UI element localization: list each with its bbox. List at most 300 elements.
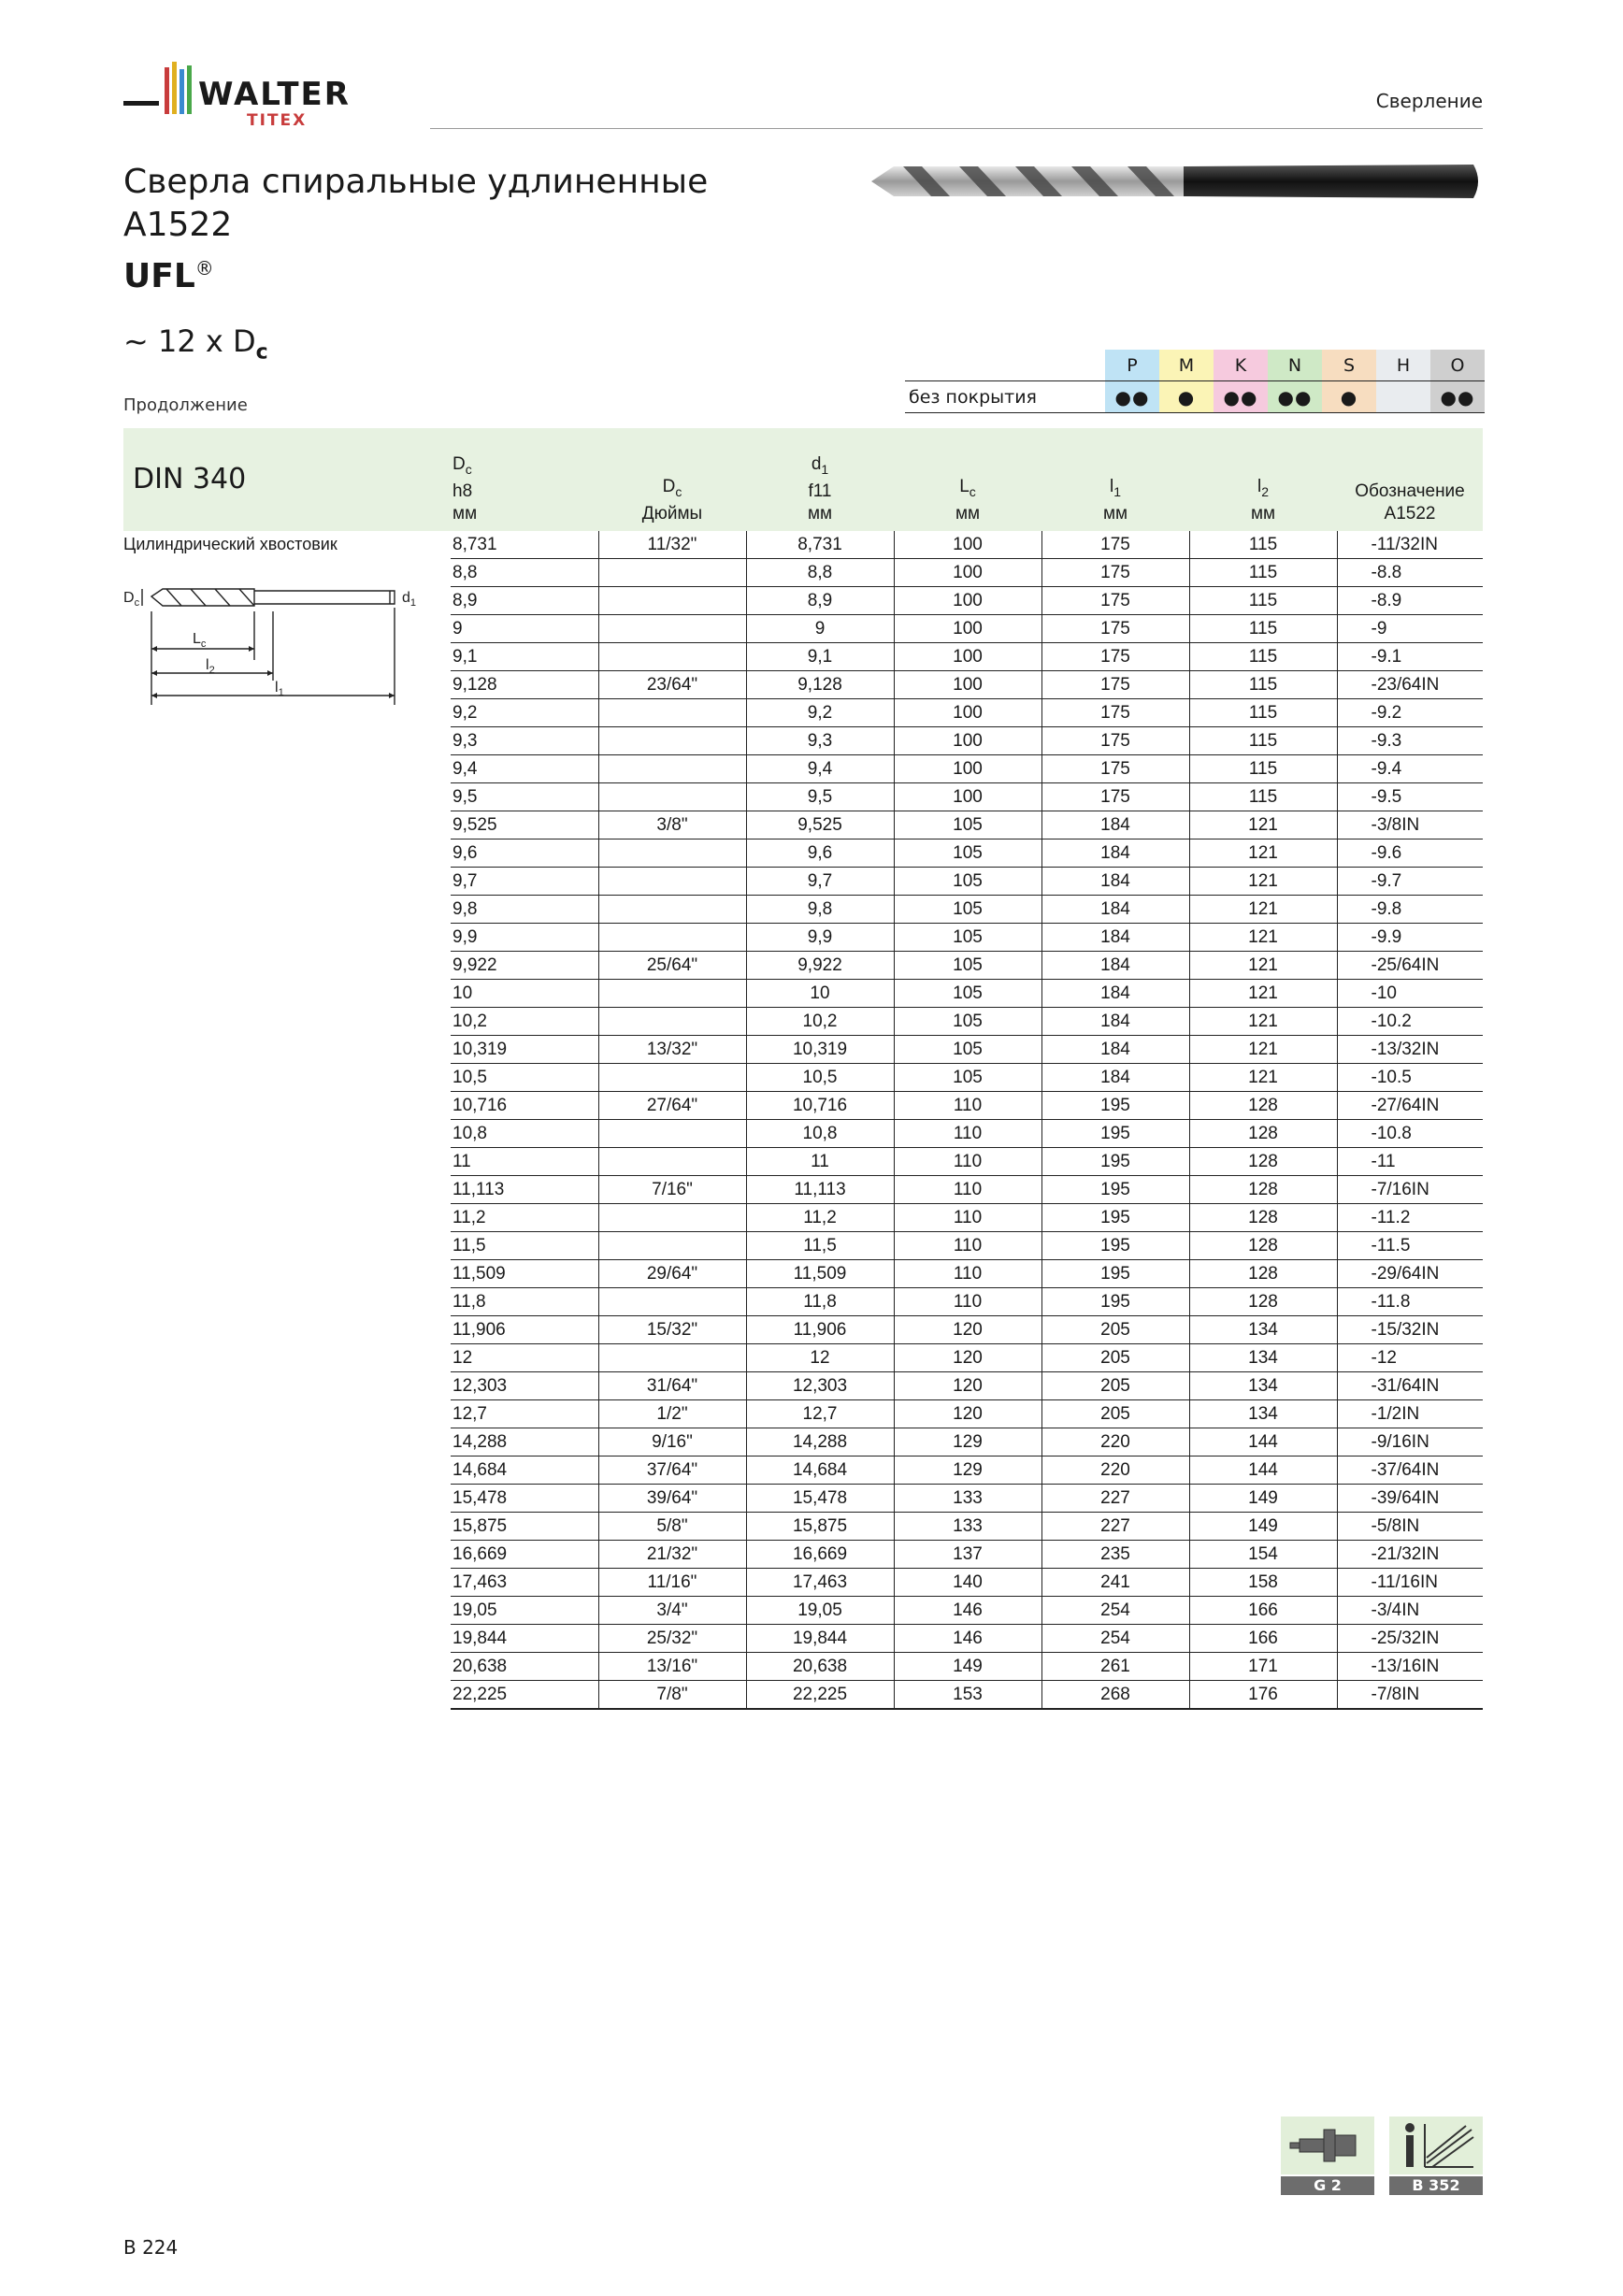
table-cell: 121 bbox=[1189, 839, 1337, 868]
table-cell: 37/64" bbox=[598, 1457, 746, 1485]
table-cell: 184 bbox=[1041, 924, 1189, 952]
table-cell: 9,4 bbox=[451, 755, 598, 783]
rating-m: ● bbox=[1159, 381, 1214, 413]
table-cell: 254 bbox=[1041, 1597, 1189, 1625]
table-cell: 3/4" bbox=[598, 1597, 746, 1625]
table-cell: 10,8 bbox=[746, 1120, 894, 1148]
table-cell: 15,478 bbox=[451, 1485, 598, 1513]
table-cell: -9/16IN bbox=[1337, 1428, 1483, 1457]
shank-type-text: Цилиндрический хвостовик bbox=[123, 535, 338, 553]
table-cell: 195 bbox=[1041, 1232, 1189, 1260]
table-cell: 7/16" bbox=[598, 1176, 746, 1204]
table-cell: 184 bbox=[1041, 868, 1189, 896]
ref-g2[interactable] bbox=[1281, 2117, 1374, 2195]
table-cell bbox=[598, 587, 746, 615]
table-cell: -1/2IN bbox=[1337, 1400, 1483, 1428]
table-cell: 25/32" bbox=[598, 1625, 746, 1653]
table-cell: 205 bbox=[1041, 1344, 1189, 1372]
table-cell: 184 bbox=[1041, 1036, 1189, 1064]
table-cell: 31/64" bbox=[598, 1372, 746, 1400]
table-cell: 115 bbox=[1189, 559, 1337, 587]
table-cell: 175 bbox=[1041, 559, 1189, 587]
table-cell bbox=[598, 755, 746, 783]
table-cell: -9.1 bbox=[1337, 643, 1483, 671]
table-cell: 134 bbox=[1189, 1372, 1337, 1400]
material-codes-row bbox=[905, 350, 1485, 381]
table-cell: 110 bbox=[894, 1232, 1041, 1260]
table-cell: 134 bbox=[1189, 1316, 1337, 1344]
continuation-label: Продолжение bbox=[123, 395, 248, 415]
table-cell: 27/64" bbox=[598, 1092, 746, 1120]
table-cell bbox=[598, 980, 746, 1008]
table-cell: 134 bbox=[1189, 1400, 1337, 1428]
table-cell: 9,2 bbox=[451, 699, 598, 727]
ratio-text: ~ 12 x D bbox=[123, 323, 256, 359]
table-cell: -27/64IN bbox=[1337, 1092, 1483, 1120]
table-cell: 175 bbox=[1041, 727, 1189, 755]
ref-g2-label: G 2 bbox=[1281, 2176, 1374, 2195]
table-cell: 121 bbox=[1189, 896, 1337, 924]
table-cell bbox=[598, 896, 746, 924]
table-cell: 19,844 bbox=[746, 1625, 894, 1653]
table-cell: 15,478 bbox=[746, 1485, 894, 1513]
table-cell: -15/32IN bbox=[1337, 1316, 1483, 1344]
ref-b352-label: B 352 bbox=[1389, 2176, 1483, 2195]
table-cell: 184 bbox=[1041, 896, 1189, 924]
table-cell: 9,922 bbox=[451, 952, 598, 980]
table-cell: 128 bbox=[1189, 1204, 1337, 1232]
header-l2: $l_2$ мм bbox=[1189, 428, 1337, 531]
info-chart-icon bbox=[1389, 2117, 1483, 2174]
page-number: B 224 bbox=[123, 2236, 179, 2259]
material-h: H bbox=[1376, 350, 1430, 381]
ratio-sub: c bbox=[255, 340, 268, 365]
table-cell: -9.2 bbox=[1337, 699, 1483, 727]
rating-h bbox=[1376, 381, 1430, 413]
table-cell: 115 bbox=[1189, 643, 1337, 671]
table-cell: 129 bbox=[894, 1457, 1041, 1485]
table-cell: 205 bbox=[1041, 1400, 1189, 1428]
table-cell: 184 bbox=[1041, 811, 1189, 839]
table-cell: 175 bbox=[1041, 615, 1189, 643]
table-body bbox=[123, 531, 1483, 1709]
header-d1: $d_1$ f11 мм bbox=[746, 428, 894, 531]
coating-label: без покрытия bbox=[905, 381, 1105, 413]
table-cell: 19,844 bbox=[451, 1625, 598, 1653]
table-cell: -25/64IN bbox=[1337, 952, 1483, 980]
table-cell: 100 bbox=[894, 643, 1041, 671]
table-cell: -10 bbox=[1337, 980, 1483, 1008]
material-n: N bbox=[1268, 350, 1322, 381]
table-cell: 10 bbox=[746, 980, 894, 1008]
table-cell: 11,113 bbox=[746, 1176, 894, 1204]
table-cell: 22,225 bbox=[451, 1681, 598, 1710]
table-cell: 268 bbox=[1041, 1681, 1189, 1710]
title-line-2: A1522 bbox=[123, 206, 233, 244]
svg-text:l2: $l_2$ bbox=[206, 657, 215, 676]
table-cell: -3/4IN bbox=[1337, 1597, 1483, 1625]
table-cell: 9,6 bbox=[451, 839, 598, 868]
table-cell bbox=[598, 727, 746, 755]
table-cell: 11,2 bbox=[746, 1204, 894, 1232]
rating-p: ●● bbox=[1105, 381, 1159, 413]
table-cell: 1/2" bbox=[598, 1400, 746, 1428]
table-cell: -11/16IN bbox=[1337, 1569, 1483, 1597]
table-cell: 12,7 bbox=[746, 1400, 894, 1428]
table-cell: 10,2 bbox=[451, 1008, 598, 1036]
table-cell: -11/32IN bbox=[1337, 531, 1483, 559]
table-cell: 140 bbox=[894, 1569, 1041, 1597]
table-cell: -11.2 bbox=[1337, 1204, 1483, 1232]
table-cell: 17,463 bbox=[746, 1569, 894, 1597]
table-cell bbox=[598, 1148, 746, 1176]
table-cell: 137 bbox=[894, 1541, 1041, 1569]
table-cell: 184 bbox=[1041, 839, 1189, 868]
table-cell: 9,5 bbox=[746, 783, 894, 811]
table-cell: -10.5 bbox=[1337, 1064, 1483, 1092]
table-cell: 9,9 bbox=[746, 924, 894, 952]
svg-text:l1: $l_1$ bbox=[275, 680, 284, 698]
table-cell: 9,8 bbox=[451, 896, 598, 924]
table-cell: 110 bbox=[894, 1260, 1041, 1288]
table-cell: 10,8 bbox=[451, 1120, 598, 1148]
table-cell: 146 bbox=[894, 1597, 1041, 1625]
walter-titex-logo bbox=[123, 58, 404, 133]
table-cell: 227 bbox=[1041, 1485, 1189, 1513]
table-cell: 11,5 bbox=[451, 1232, 598, 1260]
standard-label: DIN 340 bbox=[123, 428, 451, 531]
table-cell: 11,5 bbox=[746, 1232, 894, 1260]
table-cell: 146 bbox=[894, 1625, 1041, 1653]
table-cell: 11,8 bbox=[746, 1288, 894, 1316]
table-cell: 22,225 bbox=[746, 1681, 894, 1710]
table-cell: 205 bbox=[1041, 1316, 1189, 1344]
table-cell: 11/32" bbox=[598, 531, 746, 559]
shank-diagram bbox=[123, 576, 417, 707]
table-cell: 121 bbox=[1189, 980, 1337, 1008]
table-header-row bbox=[123, 428, 1483, 531]
table-cell: 15/32" bbox=[598, 1316, 746, 1344]
table-cell: 12,303 bbox=[451, 1372, 598, 1400]
rating-o: ●● bbox=[1430, 381, 1485, 413]
table-cell: 9,3 bbox=[451, 727, 598, 755]
table-cell: 149 bbox=[1189, 1485, 1337, 1513]
table-cell bbox=[598, 1232, 746, 1260]
table-cell: 110 bbox=[894, 1176, 1041, 1204]
registered-mark: ® bbox=[194, 257, 214, 280]
table-cell: -8.8 bbox=[1337, 559, 1483, 587]
svg-text:Dc: $D_c$ bbox=[123, 590, 140, 609]
table-cell bbox=[598, 839, 746, 868]
table-cell: 10,716 bbox=[451, 1092, 598, 1120]
table-cell: 121 bbox=[1189, 1036, 1337, 1064]
toolholder-icon bbox=[1281, 2117, 1374, 2174]
table-cell: 10,2 bbox=[746, 1008, 894, 1036]
table-cell: 105 bbox=[894, 1064, 1041, 1092]
table-cell: 9,8 bbox=[746, 896, 894, 924]
table-cell: 115 bbox=[1189, 587, 1337, 615]
ref-b352[interactable] bbox=[1389, 2117, 1483, 2195]
svg-text:TITEX: TITEX bbox=[247, 111, 308, 130]
table-cell: 9,5 bbox=[451, 783, 598, 811]
table-cell: -9 bbox=[1337, 615, 1483, 643]
table-cell: 134 bbox=[1189, 1344, 1337, 1372]
table-cell: -25/32IN bbox=[1337, 1625, 1483, 1653]
table-cell: 9,3 bbox=[746, 727, 894, 755]
table-cell: 105 bbox=[894, 952, 1041, 980]
table-cell: 105 bbox=[894, 980, 1041, 1008]
table-cell: 16,669 bbox=[451, 1541, 598, 1569]
table-cell: -10.8 bbox=[1337, 1120, 1483, 1148]
table-cell: 128 bbox=[1189, 1232, 1337, 1260]
table-cell: 8,731 bbox=[451, 531, 598, 559]
table-cell: -9.9 bbox=[1337, 924, 1483, 952]
table-cell: -39/64IN bbox=[1337, 1485, 1483, 1513]
table-cell: 115 bbox=[1189, 615, 1337, 643]
table-cell: 7/8" bbox=[598, 1681, 746, 1710]
table-cell: -9.5 bbox=[1337, 783, 1483, 811]
table-cell: 9 bbox=[451, 615, 598, 643]
table-cell: 195 bbox=[1041, 1120, 1189, 1148]
table-cell: 8,731 bbox=[746, 531, 894, 559]
table-cell: 175 bbox=[1041, 755, 1189, 783]
table-cell: 13/16" bbox=[598, 1653, 746, 1681]
table-cell bbox=[598, 1064, 746, 1092]
table-cell: 121 bbox=[1189, 924, 1337, 952]
table-cell: 128 bbox=[1189, 1092, 1337, 1120]
table-cell: 9,128 bbox=[746, 671, 894, 699]
table-cell: 29/64" bbox=[598, 1260, 746, 1288]
svg-text:Lc: $L_c$ bbox=[193, 631, 207, 650]
table-cell: 20,638 bbox=[451, 1653, 598, 1681]
table-cell: 175 bbox=[1041, 643, 1189, 671]
table-cell: 128 bbox=[1189, 1260, 1337, 1288]
table-cell: 100 bbox=[894, 727, 1041, 755]
table-cell: -31/64IN bbox=[1337, 1372, 1483, 1400]
material-m: M bbox=[1159, 350, 1214, 381]
table-cell bbox=[598, 924, 746, 952]
table-cell: -8.9 bbox=[1337, 587, 1483, 615]
table-cell: 175 bbox=[1041, 699, 1189, 727]
table-cell: -10.2 bbox=[1337, 1008, 1483, 1036]
table-cell bbox=[598, 868, 746, 896]
table-cell: 15,875 bbox=[451, 1513, 598, 1541]
table-cell: -12 bbox=[1337, 1344, 1483, 1372]
table-cell: 175 bbox=[1041, 783, 1189, 811]
table-cell: 11,906 bbox=[451, 1316, 598, 1344]
table-cell: 10,319 bbox=[451, 1036, 598, 1064]
table-cell bbox=[598, 615, 746, 643]
table-cell: 254 bbox=[1041, 1625, 1189, 1653]
table-cell: 14,684 bbox=[746, 1457, 894, 1485]
table-cell bbox=[598, 559, 746, 587]
svg-text:d1: $d_1$ bbox=[402, 590, 417, 609]
header-dc-inch: $D_c$ Дюймы bbox=[598, 428, 746, 531]
table-cell: 11 bbox=[746, 1148, 894, 1176]
table-cell: 19,05 bbox=[451, 1597, 598, 1625]
table-cell: 12,303 bbox=[746, 1372, 894, 1400]
table-cell: 9,6 bbox=[746, 839, 894, 868]
table-cell: 175 bbox=[1041, 587, 1189, 615]
table-cell: -9.8 bbox=[1337, 896, 1483, 924]
table-cell: 11 bbox=[451, 1148, 598, 1176]
table-cell: 11,906 bbox=[746, 1316, 894, 1344]
header-dc-mm: $D_c$ h8 мм bbox=[451, 428, 598, 531]
table-cell: 115 bbox=[1189, 671, 1337, 699]
table-cell: 235 bbox=[1041, 1541, 1189, 1569]
table-cell: -3/8IN bbox=[1337, 811, 1483, 839]
table-cell: 20,638 bbox=[746, 1653, 894, 1681]
table-cell: 121 bbox=[1189, 952, 1337, 980]
table-cell: -13/16IN bbox=[1337, 1653, 1483, 1681]
table-cell: 100 bbox=[894, 587, 1041, 615]
table-cell: 133 bbox=[894, 1513, 1041, 1541]
table-cell bbox=[598, 783, 746, 811]
table-cell: 100 bbox=[894, 755, 1041, 783]
table-cell: 105 bbox=[894, 924, 1041, 952]
table-cell: 105 bbox=[894, 868, 1041, 896]
table-cell: 144 bbox=[1189, 1457, 1337, 1485]
table-cell: 175 bbox=[1041, 671, 1189, 699]
material-k: K bbox=[1214, 350, 1268, 381]
table-cell: 261 bbox=[1041, 1653, 1189, 1681]
table-cell: 115 bbox=[1189, 783, 1337, 811]
table-cell: 115 bbox=[1189, 531, 1337, 559]
table-cell: 121 bbox=[1189, 811, 1337, 839]
table-cell: -11.5 bbox=[1337, 1232, 1483, 1260]
table-cell: 184 bbox=[1041, 1008, 1189, 1036]
table-cell: 149 bbox=[1189, 1513, 1337, 1541]
table-cell: 195 bbox=[1041, 1092, 1189, 1120]
table-cell: -5/8IN bbox=[1337, 1513, 1483, 1541]
table-cell: 166 bbox=[1189, 1625, 1337, 1653]
table-cell: 17,463 bbox=[451, 1569, 598, 1597]
table-cell: 158 bbox=[1189, 1569, 1337, 1597]
table-cell: 12 bbox=[451, 1344, 598, 1372]
table-cell: 8,9 bbox=[451, 587, 598, 615]
table-cell: -29/64IN bbox=[1337, 1260, 1483, 1288]
table-cell: 14,684 bbox=[451, 1457, 598, 1485]
table-cell: 12 bbox=[746, 1344, 894, 1372]
table-cell: 8,8 bbox=[451, 559, 598, 587]
table-cell: 9,2 bbox=[746, 699, 894, 727]
table-cell: -11.8 bbox=[1337, 1288, 1483, 1316]
table-cell: 9,922 bbox=[746, 952, 894, 980]
table-cell: 100 bbox=[894, 531, 1041, 559]
table-cell: 13/32" bbox=[598, 1036, 746, 1064]
table-cell: 9,1 bbox=[451, 643, 598, 671]
section-label: Сверление bbox=[1375, 90, 1483, 112]
table-cell: 9,525 bbox=[746, 811, 894, 839]
table-cell: 120 bbox=[894, 1344, 1041, 1372]
table-cell: 129 bbox=[894, 1428, 1041, 1457]
table-cell: 220 bbox=[1041, 1457, 1189, 1485]
table-cell: 5/8" bbox=[598, 1513, 746, 1541]
table-cell: 15,875 bbox=[746, 1513, 894, 1541]
table-cell: 166 bbox=[1189, 1597, 1337, 1625]
table-cell: 128 bbox=[1189, 1120, 1337, 1148]
table-cell: 195 bbox=[1041, 1148, 1189, 1176]
table-cell: 241 bbox=[1041, 1569, 1189, 1597]
svg-text:WALTER: WALTER bbox=[198, 76, 351, 113]
table-cell: 120 bbox=[894, 1316, 1041, 1344]
table-cell: 8,9 bbox=[746, 587, 894, 615]
table-cell: 9,128 bbox=[451, 671, 598, 699]
table-cell: 8,8 bbox=[746, 559, 894, 587]
table-cell bbox=[598, 1120, 746, 1148]
table-cell: -23/64IN bbox=[1337, 671, 1483, 699]
table-cell: 10 bbox=[451, 980, 598, 1008]
table-cell: 227 bbox=[1041, 1513, 1189, 1541]
length-ratio bbox=[123, 323, 268, 364]
table-cell: 11,2 bbox=[451, 1204, 598, 1232]
table-cell: 16,669 bbox=[746, 1541, 894, 1569]
table-cell: 128 bbox=[1189, 1176, 1337, 1204]
table-cell: 25/64" bbox=[598, 952, 746, 980]
table-cell: 205 bbox=[1041, 1372, 1189, 1400]
table-cell: 12,7 bbox=[451, 1400, 598, 1428]
table-cell: 115 bbox=[1189, 727, 1337, 755]
title-line-3 bbox=[123, 247, 708, 298]
table-cell: 144 bbox=[1189, 1428, 1337, 1457]
table-cell: 19,05 bbox=[746, 1597, 894, 1625]
table-cell: 153 bbox=[894, 1681, 1041, 1710]
table-cell: 220 bbox=[1041, 1428, 1189, 1457]
table-cell: 100 bbox=[894, 671, 1041, 699]
table-cell: 176 bbox=[1189, 1681, 1337, 1710]
table-cell: 120 bbox=[894, 1400, 1041, 1428]
table-cell: 105 bbox=[894, 896, 1041, 924]
header-rule bbox=[430, 128, 1483, 129]
table-cell: 21/32" bbox=[598, 1541, 746, 1569]
table-cell: 3/8" bbox=[598, 811, 746, 839]
table-cell: -9.3 bbox=[1337, 727, 1483, 755]
table-cell: 175 bbox=[1041, 531, 1189, 559]
table-cell: 133 bbox=[894, 1485, 1041, 1513]
table-cell: 9,9 bbox=[451, 924, 598, 952]
table-cell bbox=[598, 1204, 746, 1232]
material-o: O bbox=[1430, 350, 1485, 381]
table-cell: 10,5 bbox=[746, 1064, 894, 1092]
table-cell: 184 bbox=[1041, 1064, 1189, 1092]
table-cell bbox=[598, 1344, 746, 1372]
table-cell: 110 bbox=[894, 1204, 1041, 1232]
table-cell: 11,509 bbox=[451, 1260, 598, 1288]
table-cell: 115 bbox=[1189, 699, 1337, 727]
table-cell: 10,319 bbox=[746, 1036, 894, 1064]
table-cell: 184 bbox=[1041, 952, 1189, 980]
table-cell: 105 bbox=[894, 811, 1041, 839]
table-cell: 100 bbox=[894, 559, 1041, 587]
table-cell: 128 bbox=[1189, 1288, 1337, 1316]
table-cell bbox=[598, 1008, 746, 1036]
table-cell: 14,288 bbox=[746, 1428, 894, 1457]
material-p: P bbox=[1105, 350, 1159, 381]
title-block bbox=[123, 161, 708, 298]
table-cell: 149 bbox=[894, 1653, 1041, 1681]
table-cell: 11,509 bbox=[746, 1260, 894, 1288]
header-l1: $l_1$ мм bbox=[1041, 428, 1189, 531]
header-designation: Обозначение A1522 bbox=[1337, 428, 1483, 531]
table-cell: 105 bbox=[894, 1008, 1041, 1036]
table-cell: 9,1 bbox=[746, 643, 894, 671]
table-cell: -9.4 bbox=[1337, 755, 1483, 783]
table-cell: 11/16" bbox=[598, 1569, 746, 1597]
table-cell: 115 bbox=[1189, 755, 1337, 783]
table-cell: 195 bbox=[1041, 1288, 1189, 1316]
table-cell bbox=[598, 1288, 746, 1316]
table-cell: 171 bbox=[1189, 1653, 1337, 1681]
